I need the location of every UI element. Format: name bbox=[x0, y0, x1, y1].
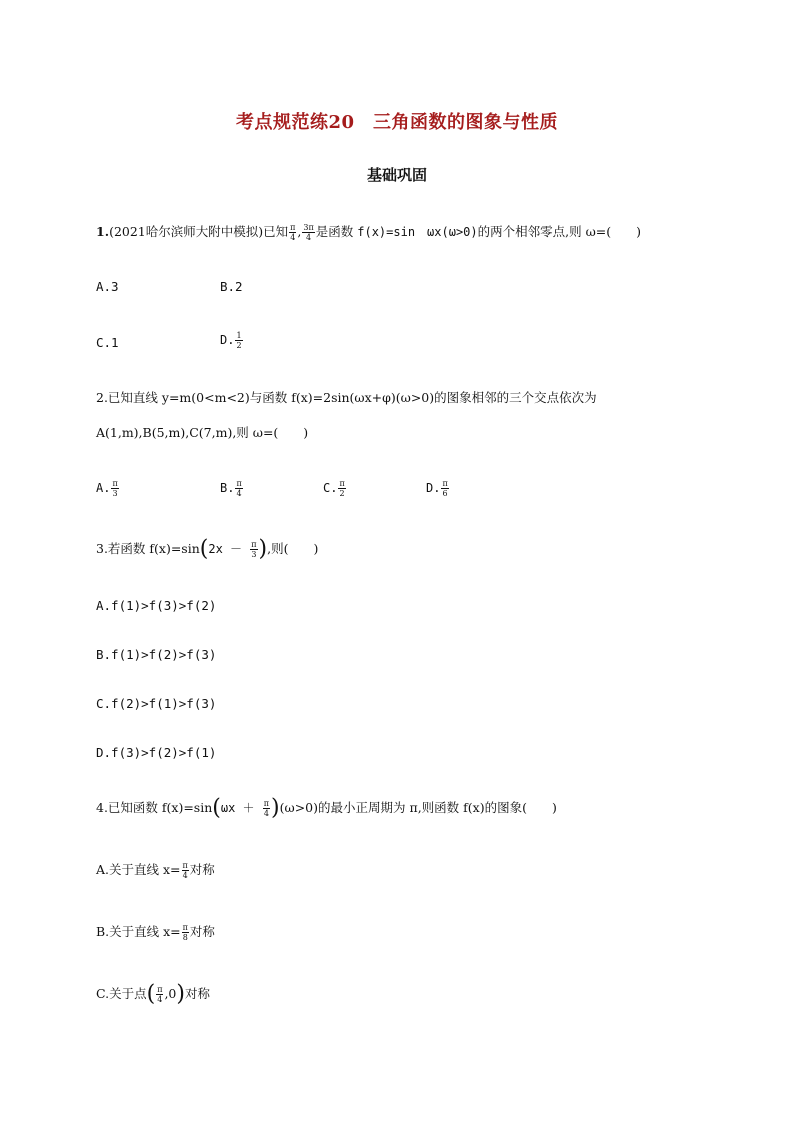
right-paren: ) bbox=[258, 536, 268, 562]
question-1-stem: 1.(2021哈尔滨师大附中模拟)已知 $\frac{\pi}{4}$ , $\frac{3\pi}{4}$ 是函数 f(x)=sin ωx(ω>0)的两个相邻零点,则 ω=( ) bbox=[96, 223, 641, 242]
question-3-option-d: D.f(3)>f(2)>f(1) bbox=[96, 745, 217, 760]
question-4-stem: 4.已知函数 f(x)=sin(ωx ＋ $\frac{\pi}{4}$ )(ω>0)的最小正周期为 π,则函数 f(x)的图象( ) bbox=[96, 795, 557, 821]
question-2-option-c: C. $\frac{\pi}{2}$ bbox=[323, 479, 345, 498]
fraction: $\frac{\pi}{3}$ bbox=[251, 540, 257, 559]
question-4-option-c: C.关于点( $\frac{\pi}{4}$ ,0)对称 bbox=[96, 981, 210, 1007]
fraction: $\frac{\pi}{8}$ bbox=[182, 923, 188, 942]
right-paren: ) bbox=[271, 795, 280, 821]
question-3-option-c: C.f(2)>f(1)>f(3) bbox=[96, 696, 217, 711]
question-2-stem-line-2: A(1,m),B(5,m),C(7,m),则 ω=( ) bbox=[96, 425, 309, 440]
fraction: $\frac{\pi}{4}$ bbox=[236, 479, 242, 498]
question-1-number: 1. bbox=[96, 224, 110, 239]
left-paren: ( bbox=[146, 981, 156, 1007]
question-1-option-d: D. $\frac{1}{2}$ bbox=[220, 331, 242, 350]
function-expression: f(x)=sin ωx(ω>0) bbox=[357, 225, 478, 239]
question-3-option-b: B.f(1)>f(2)>f(3) bbox=[96, 647, 217, 662]
page-title: 考点规范练20 三角函数的图象与性质 bbox=[235, 112, 559, 133]
question-2-option-d: D. $\frac{\pi}{6}$ bbox=[426, 479, 448, 498]
fraction: $\frac{\pi}{2}$ bbox=[339, 479, 345, 498]
fraction: $\frac{\pi}{4}$ bbox=[290, 223, 296, 242]
question-2-option-b: B. $\frac{\pi}{4}$ bbox=[220, 479, 242, 498]
fraction: $\frac{\pi}{4}$ bbox=[263, 799, 270, 818]
fraction: $\frac{\pi}{4}$ bbox=[182, 861, 188, 880]
left-paren: ( bbox=[199, 536, 209, 562]
fraction: $\frac{\pi}{4}$ bbox=[157, 985, 163, 1004]
question-4-option-a: A.关于直线 x= $\frac{\pi}{4}$ 对称 bbox=[96, 861, 215, 880]
question-1-option-c: C.1 bbox=[96, 335, 119, 350]
question-2-stem-line-1: 2.已知直线 y=m(0<m<2)与函数 f(x)=2sin(ωx+φ)(ω>0)的图象相邻的三个交点依次为 bbox=[96, 390, 597, 405]
fraction: $\frac{3\pi}{4}$ bbox=[303, 223, 314, 242]
question-1-option-a: A.3 bbox=[96, 279, 119, 294]
question-2-option-a: A. $\frac{\pi}{3}$ bbox=[96, 479, 118, 498]
question-3-option-a: A.f(1)>f(3)>f(2) bbox=[96, 598, 217, 613]
question-1-source: (2021哈尔滨师大附中模拟)已知 bbox=[109, 224, 289, 239]
right-paren: ) bbox=[176, 981, 185, 1007]
question-3-stem: 3.若函数 f(x)=sin(2x － $\frac{\pi}{3}$ ),则( ) bbox=[96, 536, 319, 562]
left-paren: ( bbox=[212, 795, 221, 821]
section-heading: 基础巩固 bbox=[366, 166, 427, 184]
fraction: $\frac{1}{2}$ bbox=[236, 331, 242, 350]
question-1-option-b: B.2 bbox=[220, 279, 243, 294]
question-4-option-b: B.关于直线 x= $\frac{\pi}{8}$ 对称 bbox=[96, 923, 215, 942]
fraction: $\frac{\pi}{6}$ bbox=[442, 479, 448, 498]
fraction: $\frac{\pi}{3}$ bbox=[112, 479, 118, 498]
